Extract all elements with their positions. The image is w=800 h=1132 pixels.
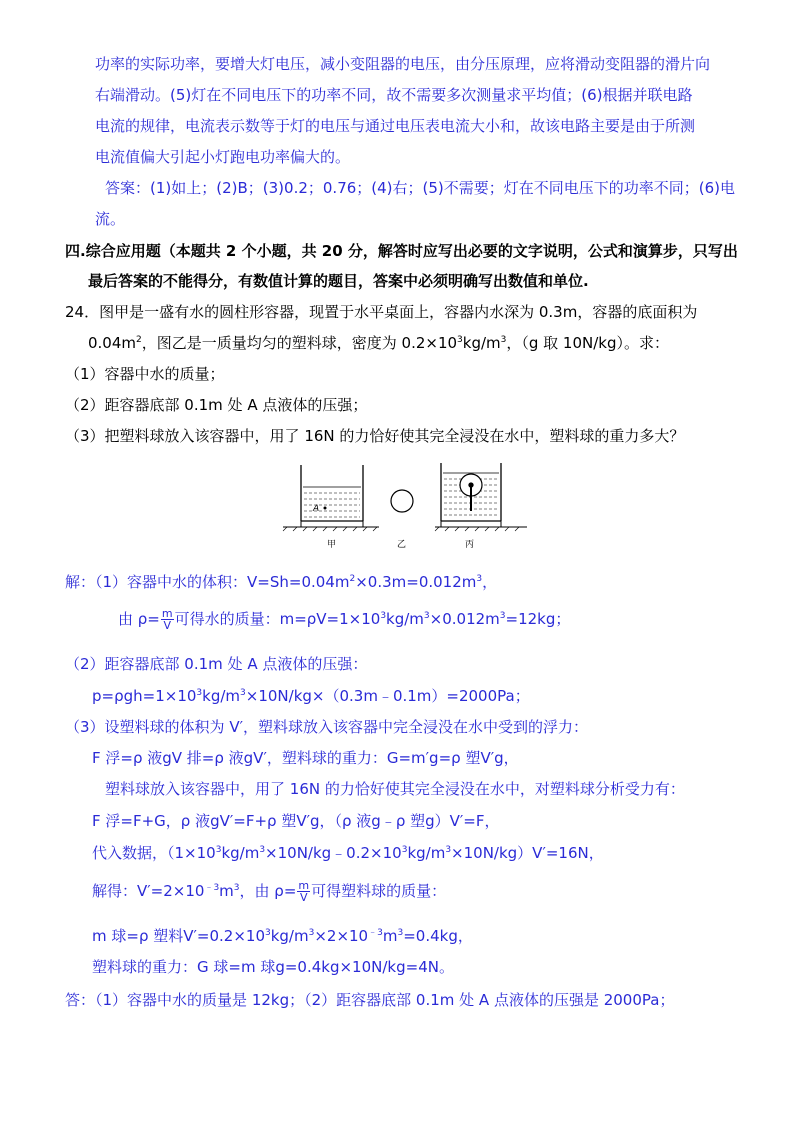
solution-line-8: F 浮=F+G，ρ 液gV′=F+ρ 塑V′g，（ρ 液g﹣ρ 塑g）V′=F， [92,812,500,830]
solution-line-2: 由 ρ= $\frac{m}{V}$ 可得水的质量：$m=\rho V=1\times 10^3kg/m^3\times 0.012m^3=12kg$； [118,607,571,632]
caption-yi: 乙 [397,540,407,550]
question-24-line-1: 24．图甲是一盛有水的圆柱形容器，现置于水平桌面上，容器内水深为 0.3m，容器的底面积为 [65,303,698,321]
answer-line: 答：（1）容器中水的质量是 12kg；（2）距容器底部 0.1m 处 A 点液体的压强是 2000Pa； [65,991,675,1009]
container-jia [301,465,363,521]
question-24-part-3: （3）把塑料球放入该容器中，用了 16N 的力恰好使其完全浸没在水中，塑料球的重力多大？ [65,427,685,445]
section-heading-line-1: 四.综合应用题（本题共 2 个小题，共 20 分，解答时应写出必要的文字说明，公式和演算步，只写出 [65,242,738,260]
prev-line-2: 右端滑动。(5)灯在不同电压下的功率不同，故不需要多次测量求平均值；(6)根据并联电路 [95,86,693,104]
prev-line-1: 功率的实际功率，要增大灯电压，减小变阻器的电压，由分压原理，应将滑动变阻器的滑片向 [95,55,711,73]
question-24-line-2: $0.04m^2$，图乙是一质量均匀的塑料球，密度为 $0.2\times 10^3kg/m^3$，（g 取 10N/kg）。求： [88,334,670,352]
solution-line-9: 代入数据，$(1\times 10^3kg/m^3\times 10N/kg﹣0.2\times 10^3kg/m^3\times 10N/kg)V'=16N$， [92,844,604,862]
question-24-part-2: （2）距容器底部 0.1m 处 A 点液体的压强； [65,396,368,414]
solution-line-1: 解：（1）容器中水的体积：$V=Sh=0.04m^2\times 0.3m=0.012m^3$， [65,573,498,591]
point-a-label: A [313,504,320,514]
solution-line-11: m 球=ρ 塑料$V'=0.2\times 10^3kg/m^3\times 2\times 10^{﹣3}m^3=0.4kg$， [92,927,473,945]
prev-line-3: 电流的规律，电流表示数等于灯的电压与通过电压表电流大小和，故该电路主要是由于所测 [95,117,696,135]
container-figure [275,455,535,555]
caption-jia: 甲 [327,540,337,550]
caption-bing: 丙 [465,540,475,550]
container-bing [441,463,501,521]
prev-line-4: 电流值偏大引起小灯跑电功率偏大的。 [95,148,351,166]
solution-line-10: 解得：$V'=2\times 10^{﹣3}m^3$，由 ρ= $\frac{m}{V}$ 可得塑料球的质量： [92,879,447,904]
solution-line-3: （2）距容器底部 0.1m 处 A 点液体的压强： [65,655,368,673]
solution-line-12: 塑料球的重力：G 球=m 球g=0.4kg×10N/kg=4N。 [92,958,454,976]
solution-line-5: （3）设塑料球的体积为 V′，塑料球放入该容器中完全浸没在水中受到的浮力： [65,718,588,736]
solution-line-4: $p=\rho gh=1\times 10^3kg/m^3\times 10N/kg\times(0.3m﹣0.1m)=2000Pa$； [92,687,530,705]
point-a-dot [324,507,327,510]
plastic-ball [391,490,413,512]
prev-answer-line-2: 流。 [95,210,126,228]
question-24-part-1: （1）容器中水的质量； [65,365,225,383]
desk-surface [283,521,527,531]
section-heading-line-2: 最后答案的不能得分，有数值计算的题目，答案中必须明确写出数值和单位. [88,272,589,290]
solution-line-6: F 浮=ρ 液gV 排=ρ 液gV′，塑料球的重力：G=m′g=ρ 塑V′g， [92,749,519,767]
solution-line-7: 塑料球放入该容器中，用了 16N 的力恰好使其完全浸没在水中，对塑料球分析受力有： [105,780,685,798]
prev-answer-line-1: 答案：(1)如上；(2)B；(3)0.2；0.76；(4)右；(5)不需要；灯在不同电压下的功率不同；(6)电 [105,179,736,197]
